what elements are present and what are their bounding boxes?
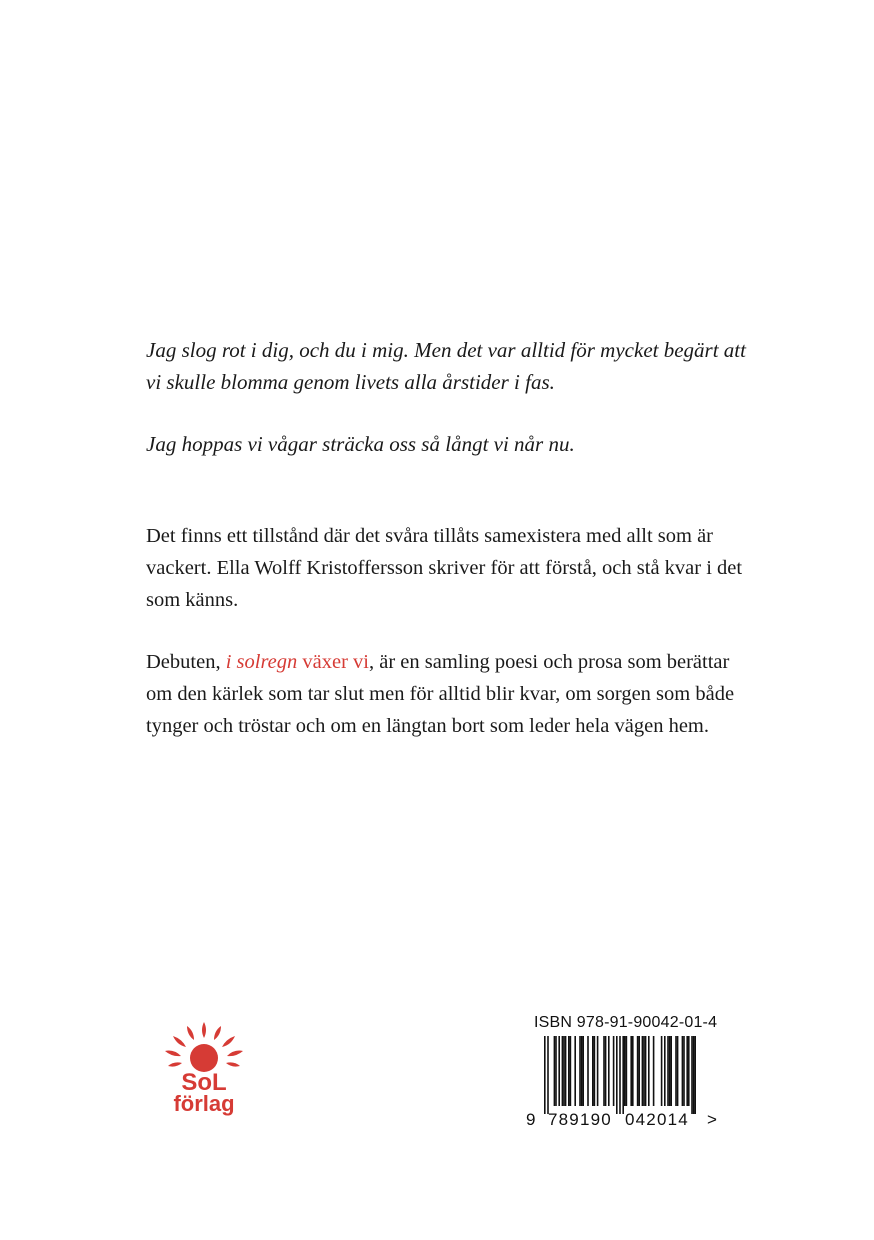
barcode-digit-lead: 9 — [526, 1110, 536, 1129]
barcode-bar — [653, 1036, 655, 1106]
barcode-bar — [686, 1036, 688, 1106]
barcode-digits-left: 789190 — [548, 1110, 612, 1129]
barcode-bar — [568, 1036, 570, 1106]
barcode-bar — [613, 1036, 615, 1106]
barcode-bar — [626, 1036, 628, 1106]
barcode-bar — [587, 1036, 589, 1106]
description-paragraph-1: Det finns ett tillstånd där det svåra tillåts samexistera med allt som är vackert. Ella Wolff Kristoffersson skriver för att förstå, och stå kvar i det som känns. — [146, 525, 743, 611]
logo-line-2: förlag — [173, 1091, 235, 1116]
paragraph-2-suffix: , är en samling poesi och prosa som berättar om den kärlek som tar slut men för alltid blir kvar, om sorgen som både tynger och tröstar och om en längtan bort som leder hela vägen hem. — [146, 651, 735, 737]
book-title — [226, 651, 369, 673]
barcode-bar — [630, 1036, 632, 1106]
barcode-bar — [581, 1036, 583, 1106]
barcode-bar — [637, 1036, 639, 1106]
book-title-italic: i solregn — [225, 651, 298, 673]
barcode-bar — [694, 1036, 696, 1114]
barcode-bar — [619, 1036, 621, 1114]
barcode-bar — [667, 1036, 669, 1106]
barcode-bar — [632, 1036, 634, 1106]
barcode-bar — [570, 1036, 572, 1106]
barcode-bar — [582, 1036, 584, 1106]
barcode-bar — [638, 1036, 640, 1106]
barcode-bar — [574, 1036, 576, 1106]
barcode-bar — [605, 1036, 607, 1106]
barcode-bar — [547, 1036, 549, 1114]
barcode-bar — [563, 1036, 565, 1106]
barcode-bar — [693, 1036, 695, 1114]
barcode-bar — [683, 1036, 685, 1106]
barcode-bar — [616, 1036, 618, 1114]
barcode-bar — [664, 1036, 666, 1106]
barcode-bar — [677, 1036, 679, 1106]
barcode-bar — [682, 1036, 684, 1106]
barcode-bar — [643, 1036, 645, 1106]
barcode-bar — [645, 1036, 647, 1106]
barcode-bars — [524, 1036, 724, 1116]
barcode-bar — [579, 1036, 581, 1106]
barcode-bar — [670, 1036, 672, 1106]
isbn-barcode — [524, 1012, 724, 1132]
back-cover-quote-1: Jag slog rot i dig, och du i mig. Men det var alltid för mycket begärt att vi skulle blomma genom livets alla årstider i fas. — [146, 338, 746, 394]
back-cover-quote-2: Jag hoppas vi vågar sträcka oss så långt vi når nu. — [146, 432, 575, 456]
barcode-digits-right: 042014 — [625, 1110, 689, 1129]
barcode-bar — [669, 1036, 671, 1106]
logo-line-1: SoL — [181, 1069, 227, 1096]
book-title-rest: växer vi — [297, 651, 369, 673]
barcode-bar — [592, 1036, 594, 1106]
description-paragraph-2 — [146, 646, 746, 742]
barcode-bar — [603, 1036, 605, 1106]
barcode-bar — [554, 1036, 556, 1106]
barcode-bar — [688, 1036, 690, 1106]
barcode-bar — [558, 1036, 560, 1106]
barcode-bar — [608, 1036, 610, 1106]
barcode-bar — [622, 1036, 624, 1114]
barcode-bar — [544, 1036, 546, 1114]
isbn-label: ISBN 978-91-90042-01-4 — [534, 1014, 718, 1031]
barcode-bar — [642, 1036, 644, 1106]
barcode-bar — [648, 1036, 650, 1106]
barcode-bar — [675, 1036, 677, 1106]
barcode-bar — [565, 1036, 567, 1106]
barcode-bar — [624, 1036, 626, 1106]
barcode-bar — [661, 1036, 663, 1106]
barcode-bar — [691, 1036, 693, 1114]
paragraph-2-prefix: Debuten, — [146, 651, 226, 673]
barcode-bar — [562, 1036, 564, 1106]
barcode-bar — [555, 1036, 557, 1106]
barcode-bar — [597, 1036, 599, 1106]
sun-logo-icon — [160, 1018, 252, 1118]
barcode-digit-end: > — [707, 1110, 717, 1129]
sol-forlag-logo — [160, 1018, 252, 1118]
barcode-bar — [594, 1036, 596, 1106]
